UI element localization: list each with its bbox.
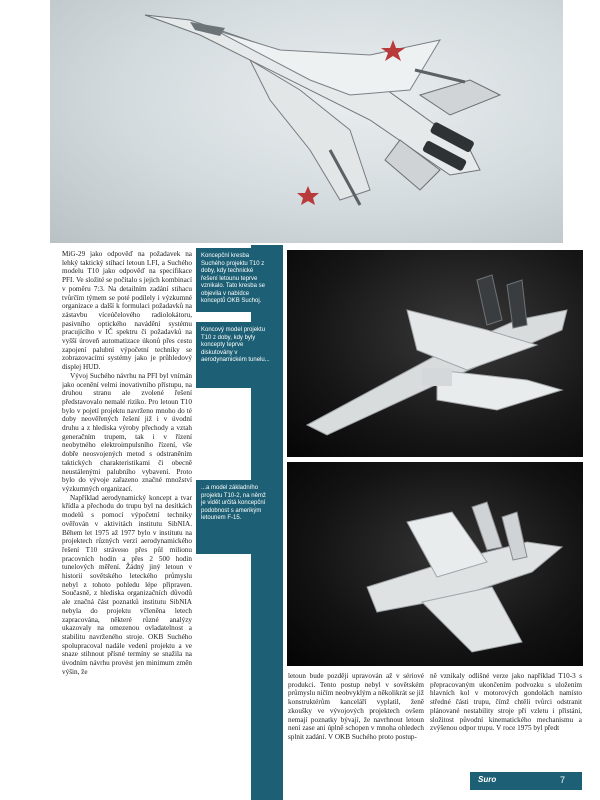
photo-t10-2-model — [287, 462, 583, 666]
caption-third — [196, 480, 276, 554]
page-number: 7 — [560, 775, 566, 785]
article-column-left — [62, 250, 192, 790]
photo-t10-model — [287, 250, 583, 457]
column-middle-paragraph-1: letoun bude později upravován až v sériové produkci. Tento postup nebyl v sovětském průmyslu ničím neobvyklým a několikrát se již konstruktérům kanceláří vyplatil, ženě zkoušky ve vývojových projektech ovšem nemají poznatky bývají, že navrhnout letoun není zase ani úplně schopen v mnoha ohledech splnit zadání. V OKB Suchého proto postup- — [288, 672, 424, 741]
caption-second-text: Koncový model projektu T10 z doby, kdy byly koncepty teprve diskutovány v aerodynamickém tunelu... — [201, 327, 270, 363]
t10-model-illustration — [287, 250, 583, 457]
column-right-paragraph-1: ně vznikaly odlišné verze jako například T10-3 s přepracovaným ukončením podvozku s uložením hlavních kol v motorových gondolách namísto středné části trupu, čímž chtěli tvůrci odstranit plánované nestability stroje při vzletu i přistání, složitost původní kinematického mechanismu a zvýšenou odpor trupu. V roce 1975 byl předt — [430, 672, 582, 733]
article-column-middle — [288, 672, 424, 790]
column-left-paragraph-2: Vývoj Suchého návrhu na PFI byl vnímán jako ocenění velmi inovativního přístupu, na druhou stranu ale zvolené řešení představovalo nemalé riziko. Pro letoun T10 bylo v pojetí projektu navrženo mnoho do té doby neověřených řešení již i v úvodní druhu a z hlediska výroby přechody a vztah generačním trupem, tak i v řízení neobytného elektroimpulsního řízení, vše dobře neosvojených metod s odstraněním taktických charakteristikami či obecně neustálenými palubního vybavení. Proto bylo do vývoje zařazeno značné množství výzkumných organizací. — [62, 371, 192, 493]
t10-2-model-illustration — [287, 462, 583, 666]
column-left-paragraph-1: MiG-29 jako odpověď na požadavek na lehký taktický stíhací letoun LFI, a Suchého modelu T10 jako odpověď na specifikace PFI. Ve složité se počítalo s jejich kombinací v poměru 7:3. Na detailním zadání stihacu tvůrčím týmem se poté podílely i výzkumné organizace a další k formulaci požadavků na zástavbu víceúčelového radiolokátoru, pasivního optického navádění systému pracujícího v IČ spektru či požadavků na vyšší úroveň automatizace úkonů přes cestu zapojení palubní výpočetní techniky se zobrazovacími systémy jako je průhledový displej HUD. — [62, 250, 192, 372]
column-left-paragraph-3: Například aerodynamický koncept a tvar křídla a přechodu do trupu byl na desítkách modelů s pomocí výpočetní techniky ověřován v aktivitách institutu SibNIA. Během let 1975 až 1977 bylo v institutu na projektech různých verzí aerodynamického řešení T10 strávено přes půl milionu pracovních hodin a přes 2 500 hodin tunelových měření. Žádný jiný letoun v historii sovětského leteckého průmyslu nebyl z tohoto pohledu lépe připraven. Současně, z hlediska organizačních důvodů ale značná část poznatků institutu SibNIA nebyla do projektu včleněna letech zapracována, některé různé analýzy ukazovaly na omezenou ovladatelnost a stabilitu navrženého stroje. OKB Suchého spolupracoval nadále vedení projektu a ve snaze stihnout přísné termíny se snažila na úvodním návrhu provést jen minimum změn výšin, že — [62, 493, 192, 676]
caption-second — [196, 322, 276, 388]
photo-aircraft-in-flight — [50, 0, 563, 243]
footer-label: Suro — [478, 775, 497, 784]
caption-third-text: ...a model základního projektu T10-2, na němž je vidět určitá koncepční podobnost s amerikým letounem F-15. — [201, 485, 266, 521]
caption-first — [196, 248, 276, 312]
caption-first-text: Koncepční kresba Suchého projektu T10 z doby, kdy technické řešení letounu teprve vznikalo. Tato kresba se objevila v nabídce konceptů OKB Suchoj. — [201, 253, 265, 304]
aircraft-in-flight-illustration — [50, 0, 563, 243]
